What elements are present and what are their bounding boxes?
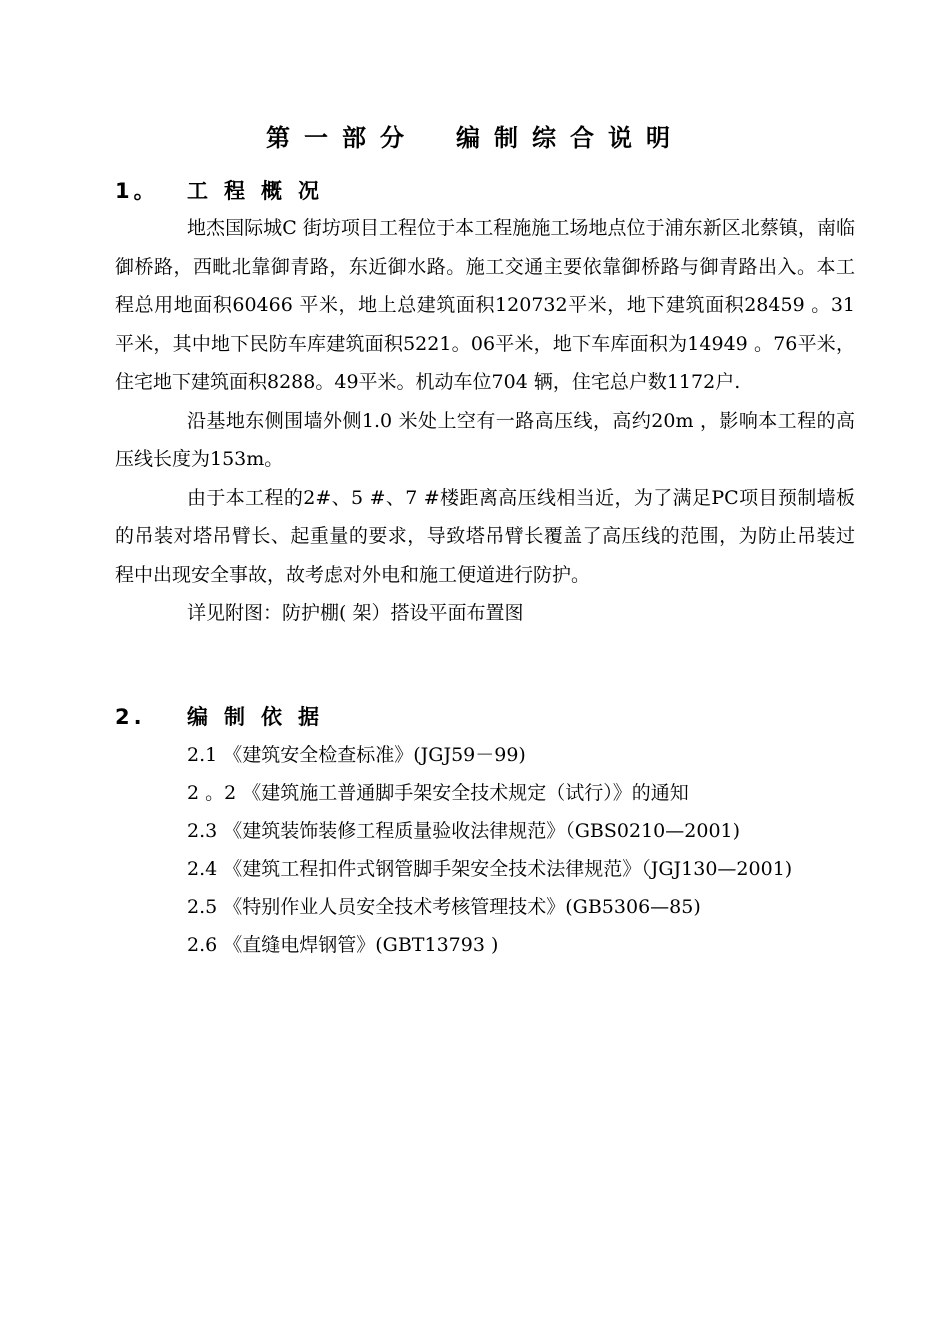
page-title: 第一部分 编制综合说明	[266, 124, 684, 152]
reference-item: 2 。2 《建筑施工普通脚手架安全技术规定（试行）》的通知	[187, 782, 689, 804]
reference-item: 2.5 《特别作业人员安全技术考核管理技术》(GB5306—85)	[187, 896, 701, 918]
paragraph: 由于本工程的2#、5 #、7 #楼距离高压线相当近，为了满足PC项目预制墙板的吊装对塔吊臂长、起重量的要求，导致塔吊臂长覆盖了高压线的范围，为防止吊装过程中出现安全事故，故考虑对外电和施工便道进行防护。	[115, 486, 855, 586]
paragraph: 沿基地东侧围墙外侧1.0 米处上空有一路高压线，高约20m ，影响本工程的高压线长度为153m。	[115, 409, 855, 470]
paragraph: 地杰国际城C 街坊项目工程位于本工程施施工场地点位于浦东新区北蔡镇，南临御桥路，西毗北靠御青路，东近御水路。施工交通主要依靠御桥路与御青路出入。本工程总用地面积60466 平米，地上总建筑面积120732平米，地下建筑面积28459 。31平米，其中地下民防车库建筑面积5221。06平米，地下车库面积为14949 。76平米，住宅地下建筑面积8288。49平米。机动车位704 辆，住宅总户数1172户.	[115, 217, 855, 393]
reference-item: 2.3 《建筑装饰装修工程质量验收法律规范》（GBS0210—2001)	[187, 820, 741, 842]
section-label: 编制依据	[187, 705, 335, 729]
section-heading-overview	[115, 176, 335, 206]
section-number: 2.	[115, 705, 146, 729]
reference-item: 2.4 《建筑工程扣件式钢管脚手架安全技术法律规范》（JGJ130—2001)	[187, 858, 793, 880]
paragraph: 详见附图：防护棚( 架）搭设平面布置图	[187, 602, 524, 624]
section-body-overview	[115, 209, 855, 633]
section-heading-basis	[115, 702, 335, 732]
reference-item: 2.6 《直缝电焊钢管》(GBT13793 )	[187, 934, 499, 956]
reference-list	[115, 736, 855, 964]
section-label: 工程概况	[187, 179, 335, 203]
section-number: 1。	[115, 179, 159, 203]
reference-item: 2.1 《建筑安全检查标准》(JGJ59－99)	[187, 744, 526, 766]
